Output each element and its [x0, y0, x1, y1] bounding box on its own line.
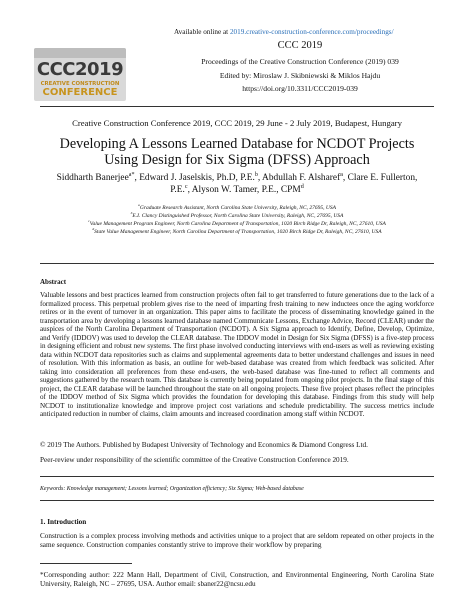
abstract-heading: Abstract [40, 278, 67, 286]
doi-line: https://doi.org/10.3311/CCC2019-039 [242, 84, 358, 93]
editors-line: Edited by: Miroslaw J. Skibniewski & Miklos Hajdu [219, 71, 381, 80]
header-rule [40, 106, 434, 107]
affiliation-c: $^c$Value Management Program Engineer, North Carolina Department of Transportation, 1020 Birch Ridge Dr, Raleigh, NC, 27610, USA [88, 219, 386, 227]
affiliation-a: $^a$Graduate Research Assistant, North Carolina State University, Raleigh, NC, 27695, USA [138, 203, 336, 211]
keywords: Keywords: Knowledge management; Lessons learned; Organization efficiency; Six Sigma; Web-based database [40, 486, 304, 492]
abstract-top-rule [40, 263, 434, 264]
author-affil-sup: a* [128, 171, 135, 178]
author-name: , Abdullah F. Alsharef [257, 173, 341, 183]
author-affil-sup: b [254, 171, 258, 178]
author-name: , Clare E. Fullerton, [342, 173, 418, 183]
logo-subtitle-text: CREATIVE CONSTRUCTION [40, 81, 120, 87]
paper-title-line-1: Developing A Lessons Learned Database for NCDOT Projects [59, 136, 415, 152]
authors-line-2 [0, 185, 474, 195]
conference-code: CCC 2019 [277, 40, 323, 51]
proceedings-url-link[interactable]: 2019.creative-construction-conference.com/proceedings/ [229, 28, 394, 36]
proceedings-line: Proceedings of the Creative Construction Conference (2019) 039 [201, 57, 399, 66]
keywords-bottom-rule [40, 500, 434, 501]
corresponding-author-footnote: *Corresponding author: 222 Mann Hall, Department of Civil, Construction, and Environmental Engineering, North Carolina State University, Raleigh, NC – 27695, USA. Author email: sbaner22@ncsu.edu [40, 571, 434, 588]
paper-title-line-2: Using Design for Six Sigma (DFSS) Approach [104, 152, 370, 168]
author-affil-sup: d [300, 183, 304, 190]
author-name: Siddharth Banerjee [56, 173, 129, 183]
peer-review-notice: Peer-review under responsibility of the scientific committee of the Creative Construction Conference 2019. [40, 456, 349, 464]
affiliation-b: $^b$E.I. Clancy Distinguished Professor, North Carolina State University, Raleigh, NC, 27695, USA [130, 211, 344, 219]
author-affil-sup: a [340, 171, 343, 178]
availability-line [174, 28, 394, 36]
authors-line-1 [0, 173, 474, 183]
author-name: P.E. [170, 185, 185, 195]
introduction-body: Construction is a complex process involving methods and activities unique to a project that are seldom repeated on other projects in the same sequence. Construction companies constantly strive to improve their workflow by preparing [40, 532, 434, 549]
logo-conference-text: CONFERENCE [42, 87, 118, 98]
section-heading-introduction: 1. Introduction [40, 518, 87, 526]
author-name: , Edward J. Jaselskis, Ph.D, P.E. [134, 173, 255, 183]
logo-ccc-text: CCC2019 [36, 59, 124, 80]
affiliation-d: $^d$State Value Management Engineer, North Carolina Department of Transportation, 1020 Birch Ridge Dr, Raleigh, NC, 27610, USA [92, 227, 382, 235]
footnote-rule [40, 563, 132, 564]
abstract-body: Valuable lessons and best practices learned from construction projects often fail to get transferred to future generations due to the lack of a formalized process. This perpetual problem gives rise to the need of imparting fresh training to new inductees once the aging workforce retires or in the event of turnover in an organization. This paper aims to facilitate the process of disseminating knowledge gained in the transportation area by developing a lessons learned database named Communicate Lessons, Exchange Advice, Record (CLEAR) under the auspices of the North Carolina Department of Transportation (NCDOT). A Six Sigma approach to Identify, Define, Develop, Optimize, and Verify (IDDOV) was used to develop the CLEAR database. The IDDOV model in Design for Six Sigma (DFSS) is a five-step process in designing efficient and robust new systems. The first phase involved conducting interviews with end-users as well as reviewing existing data within NCDOT data repositories such as claims and supplemental agreements data to better understand challenges and issues in need of resolution. With this information as basis, an outline for web-based database was created from which feedback was solicited. After taking into consideration all preferences from these end-users, the web-based database was fine-tuned to reflect all comments and suggestions gathered by the research team. This database is currently being populated from ongoing pilot projects. In the final stage of this project, the CLEAR database will be launched throughout the state on all ongoing projects. These five project phases reflect the principles of the IDDOV method of Six Sigma which provides the foundation for developing this database. Findings from this study will help NCDOT to institutionalize knowledge and improve project cost variations and schedule predictability. The success metrics include anticipated reduction in number of claims, claim amounts and increased coordination among staff within NCDOT. [40, 291, 434, 418]
availability-prefix: Available online at [174, 28, 230, 36]
conference-line: Creative Construction Conference 2019, CCC 2019, 29 June - 2 July 2019, Budapest, Hungary [72, 118, 402, 128]
copyright-notice: © 2019 The Authors. Published by Budapest University of Technology and Economics & Diamond Congress Ltd. [40, 441, 368, 449]
author-affil-sup: c [184, 183, 188, 190]
author-name: , Alyson W. Tamer, P.E., CPM [187, 185, 301, 195]
keywords-top-rule [40, 476, 434, 477]
